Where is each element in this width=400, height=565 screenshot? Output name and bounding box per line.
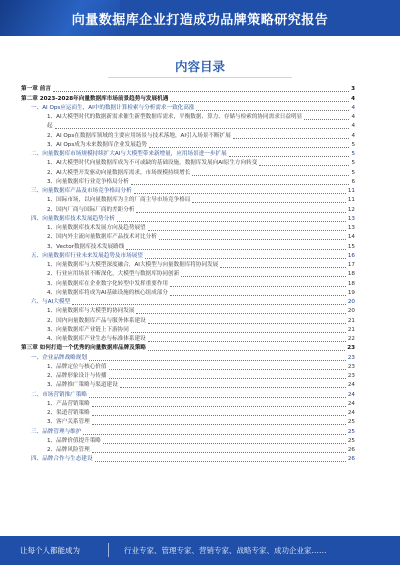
toc-leader-dots (109, 369, 346, 370)
toc-leader-dots (148, 350, 345, 351)
toc-entry-text: 3、品牌推广策略与渠道建设 (47, 382, 118, 389)
toc-page-number: 25 (347, 419, 355, 426)
toc-entry[interactable] (21, 252, 355, 261)
toc-leader-dots (89, 360, 346, 361)
toc-entry-text: 2、行业应用场景不断深化，大模型与数据库协同创新 (47, 271, 180, 278)
toc-entry[interactable] (21, 455, 355, 464)
toc-leader-dots (196, 110, 349, 111)
toc-leader-dots (259, 165, 349, 166)
toc-entry-text: 1、AI大模型时代的数据新需求催生新型数据库需求，平衡数据、算力、存储与检索的协同需求日益明显 (47, 114, 303, 120)
toc-entry-text: 五、向量数据库行业未来发展趋势及市场展望 (31, 252, 143, 259)
toc-leader-dots (92, 406, 346, 407)
toc-page-number: 3 (351, 86, 355, 93)
toc-entry-text: 三、向量数据库产品及市场竞争格局分析 (31, 188, 132, 194)
toc-page-number: 5 (351, 151, 355, 157)
toc-entry[interactable] (21, 279, 355, 288)
toc-page-number: 23 (347, 373, 355, 379)
toc-entry-text: 2、渠道营销策略 (47, 410, 90, 416)
toc-leader-dots (149, 147, 349, 148)
toc-page-number: 20 (347, 299, 355, 305)
report-title: 向量数据库企业打造成功品牌策略研究报告 (71, 13, 329, 28)
toc-page-number: 18 (347, 280, 355, 287)
footer-tagline: 行业专家、管理专家、营销专家、战略专家、成功企业家…… (124, 546, 327, 555)
toc-entry[interactable] (21, 196, 355, 205)
toc-page-number: 26 (347, 447, 355, 453)
toc-entry-text: 第三章 如何打造一个优秀的向量数据库品牌及策略 (21, 345, 147, 352)
toc-entry-text: 3、向量数据库行业竞争格局分析 (47, 178, 129, 185)
toc-page-number: 24 (347, 382, 355, 389)
toc-entry[interactable] (21, 215, 355, 224)
toc-leader-dots (181, 276, 346, 277)
toc-leader-dots (131, 184, 350, 185)
toc-entry[interactable] (21, 205, 355, 214)
toc-entry[interactable] (21, 122, 355, 131)
toc-page-number: 5 (351, 169, 355, 176)
toc-leader-dots (170, 286, 346, 287)
toc-leader-dots (229, 156, 350, 157)
toc-entry[interactable] (21, 85, 355, 94)
toc-leader-dots (192, 175, 349, 176)
toc-entry[interactable] (21, 224, 355, 233)
toc-entry[interactable] (21, 270, 355, 279)
toc-entry[interactable] (21, 178, 355, 187)
toc-leader-dots (120, 387, 346, 388)
toc-entry[interactable] (21, 94, 355, 103)
toc-page-number: 25 (347, 428, 355, 435)
toc-leader-dots (92, 415, 346, 416)
toc-entry-text: 1、向量数据库与大模型的协同发展 (47, 308, 135, 315)
toc-leader-dots (126, 249, 346, 250)
toc-page-number: 21 (347, 326, 355, 333)
toc-entry-text: 1、品牌价值提升策略 (47, 437, 101, 444)
toc-page-number: 19 (347, 289, 355, 296)
toc-leader-dots (134, 193, 346, 194)
toc-leader-dots (148, 341, 346, 342)
toc-entry-text: 2、AI Ops在数据库领域的主要应用场景与技术落地，AI引入场景不断扩展 (47, 132, 231, 139)
toc-page-number: 23 (347, 354, 355, 361)
toc-entry-text: 1、国际市场，以向量数据库为主的厂商主导市场竞争格局 (47, 197, 191, 204)
toc-entry[interactable] (21, 307, 355, 316)
toc-page-number: 23 (347, 345, 355, 352)
toc-leader-dots (148, 323, 346, 324)
toc-page-number: 4 (351, 132, 355, 139)
toc-leader-dots (145, 258, 346, 259)
toc-page-number: 4 (351, 104, 355, 111)
toc-entry-text: 第一章 前言 (21, 86, 51, 93)
footer-separator (108, 543, 109, 557)
toc-entry[interactable] (21, 104, 355, 113)
toc-entry-text: 2、品牌风险管理 (47, 447, 90, 453)
toc-page-number: 26 (347, 456, 355, 463)
toc-entry[interactable] (21, 289, 355, 298)
toc-entry-text: 1、向量数据库与大模型深度融合，AI大模型与向量数据库将协同发展 (47, 262, 219, 268)
toc-leader-dots (192, 202, 345, 203)
toc-leader-dots (103, 443, 346, 444)
toc-leader-dots (233, 138, 350, 139)
toc-entry[interactable] (21, 418, 355, 427)
toc-page-number: 6 (351, 178, 355, 185)
toc-entry[interactable] (21, 242, 355, 251)
toc-entry[interactable] (21, 233, 355, 242)
toc-entry[interactable] (21, 381, 355, 390)
toc-entry[interactable] (21, 298, 355, 307)
toc-entry-text: 2、国内外主流向量数据库产品技术对比分析 (47, 234, 157, 241)
toc-page-number: 14 (347, 234, 355, 241)
toc-entry-text: 4、向量数据库产业生态与标准体系建设 (47, 336, 146, 342)
toc-page-number: 17 (347, 262, 355, 268)
toc-entry-text: 六、与AI大模型 (31, 299, 71, 305)
toc-page-number: 4 (351, 123, 355, 130)
toc-entry[interactable] (21, 150, 355, 159)
toc-entry-text: 3、客户关系管理 (47, 419, 90, 426)
toc-page-number: 25 (347, 437, 355, 444)
toc-leader-dots (95, 461, 346, 462)
toc-page-number: 4 (351, 114, 355, 120)
footer-slogan: 让每个人都能成为 (20, 546, 80, 555)
toc-entry-text: 一、AI Ops应运而生，AI中的数据计算检索与分析需求一致化高涨 (31, 104, 195, 111)
toc-heading: 内容目录 (174, 59, 225, 74)
toc-leader-dots (170, 101, 349, 102)
toc-entry[interactable] (21, 335, 355, 344)
toc-entry-text: 3、向量数据库在企业数字化转型中发挥重要作用 (47, 280, 169, 287)
toc-page-number: 18 (347, 271, 355, 278)
toc-leader-dots (136, 313, 345, 314)
toc-entry-text: 2、AI大模型开发驱动向量数据库需求，市场规模持续增长 (47, 169, 191, 176)
toc-entry-text: 3、Vector数据库技术发展路线 (47, 243, 125, 250)
toc-page-number: 12 (347, 206, 355, 213)
toc-entry-text: 第二章 2023-2028年向量数据库市场前景趋势与发展机遇 (21, 95, 169, 102)
toc-entry-text: 2、品牌形象设计与传播 (47, 373, 107, 379)
toc-entry-text: 四、向量数据库技术发展趋势分析 (31, 215, 115, 222)
toc-leader-dots (109, 378, 346, 379)
toc-leader-dots (220, 267, 346, 268)
toc-leader-dots (304, 119, 349, 120)
toc-entry[interactable] (21, 326, 355, 335)
toc-page-number: 13 (347, 225, 355, 231)
toc-entry[interactable] (21, 446, 355, 455)
toc-entry[interactable] (21, 131, 355, 140)
toc-entry[interactable] (21, 353, 355, 362)
toc-leader-dots (53, 91, 349, 92)
toc-leader-dots (89, 397, 346, 398)
toc-entry-text: 二、市场营销推广策略 (31, 391, 87, 398)
toc-entry[interactable] (21, 187, 355, 196)
toc-entry-text: 三、品牌管理与维护 (31, 428, 82, 435)
toc-entry-text: 4、向量数据库将成为AI基础设施的核心组成部分 (47, 289, 168, 296)
toc-entry[interactable] (21, 400, 355, 409)
table-of-contents (21, 85, 355, 464)
toc-entry[interactable] (21, 168, 355, 177)
toc-leader-dots (131, 332, 346, 333)
toc-page-number: 4 (351, 95, 355, 102)
toc-entry-text: 四、品牌合作与生态建设 (31, 456, 93, 463)
toc-page-number: 22 (347, 336, 355, 342)
toc-entry-text: 1、AI大模型时代向量数据库成为不可或缺的基础设施，数据库发展向AI原生方向转变 (47, 160, 258, 167)
toc-leader-dots (117, 221, 346, 222)
toc-entry-text: 3、向量数据库产业链上下游协同 (47, 326, 129, 333)
toc-leader-dots (136, 212, 345, 213)
toc-entry-text: 起 (47, 123, 53, 130)
toc-page-number: 15 (347, 243, 355, 250)
toc-entry[interactable] (21, 390, 355, 399)
toc-leader-dots (170, 295, 346, 296)
toc-page-number: 20 (347, 308, 355, 315)
toc-page-number: 24 (347, 410, 355, 416)
toc-page-number: 5 (351, 141, 355, 148)
toc-entry[interactable] (21, 437, 355, 446)
toc-page-number: 5 (351, 160, 355, 167)
toc-entry[interactable] (21, 159, 355, 168)
report-footer (0, 536, 400, 565)
toc-leader-dots (92, 424, 346, 425)
toc-divider (108, 77, 292, 78)
toc-entry[interactable] (21, 372, 355, 381)
toc-entry-text: 1、产品营销策略 (47, 400, 90, 407)
toc-page-number: 24 (347, 391, 355, 398)
toc-entry[interactable] (21, 409, 355, 418)
toc-entry[interactable] (21, 316, 355, 325)
toc-entry-text: 1、向量数据库技术发展方向及趋势展望 (47, 225, 146, 231)
toc-entry-text: 2、国内厂商与国际厂商的差距分析 (47, 206, 135, 213)
toc-entry[interactable] (21, 261, 355, 270)
toc-page-number: 11 (347, 197, 355, 204)
toc-entry-text: 二、向量数据库市场规模持续扩大AI与大模型带来新增量，应用场景进一步扩展 (31, 151, 227, 157)
toc-leader-dots (92, 452, 346, 453)
report-header (0, 0, 400, 36)
toc-entry-text: 一、企业品牌战略规划 (31, 354, 87, 361)
toc-entry[interactable] (21, 427, 355, 436)
toc-entry[interactable] (21, 141, 355, 150)
toc-leader-dots (83, 434, 346, 435)
toc-entry-text: 1、品牌定位与核心价值 (47, 363, 107, 370)
toc-entry[interactable] (21, 344, 355, 353)
toc-leader-dots (159, 239, 346, 240)
toc-leader-dots (55, 128, 350, 129)
toc-leader-dots (148, 230, 346, 231)
toc-page-number: 16 (347, 252, 355, 259)
toc-entry[interactable] (21, 363, 355, 372)
toc-page-number: 24 (347, 400, 355, 407)
toc-page-number: 21 (347, 317, 355, 324)
toc-leader-dots (72, 304, 346, 305)
toc-page-number: 23 (347, 363, 355, 370)
toc-page-number: 11 (347, 188, 355, 194)
toc-entry[interactable] (21, 113, 355, 122)
toc-entry-text: 2、国内向量数据库产品与服务体系建设 (47, 317, 146, 324)
toc-entry-text: 3、AI Ops成为未来数据库企业发展趋势 (47, 141, 147, 148)
toc-page-number: 13 (347, 215, 355, 222)
